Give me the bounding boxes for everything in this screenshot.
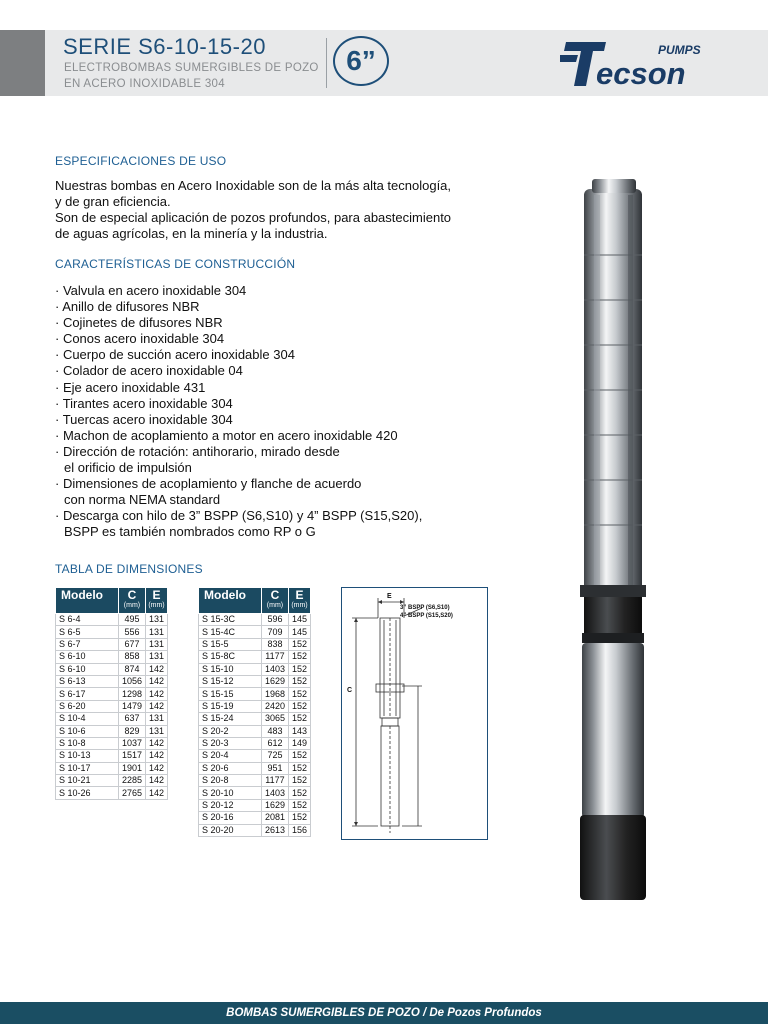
cell-modelo: S 20-12 (199, 799, 262, 811)
logo-pumps-text: PUMPS (658, 43, 701, 57)
table-row (56, 762, 168, 774)
motor-base (580, 815, 646, 900)
label-c: C (347, 687, 353, 694)
construccion-heading: CARACTERÍSTICAS DE CONSTRUCCIÓN (55, 257, 296, 271)
list-item: · Cuerpo de succión acero inoxidable 304 (55, 347, 295, 363)
col-c: C (mm) (118, 588, 145, 614)
pump-outline-drawing (342, 588, 486, 838)
cell-modelo: S 15-19 (199, 700, 262, 712)
uso-line: y de gran eficiencia. (55, 194, 171, 209)
list-item: · Cojinetes de difusores NBR (55, 315, 223, 331)
cell-c: 951 (261, 762, 288, 774)
table-row (56, 651, 168, 663)
table-row (199, 725, 311, 737)
tecson-logo (560, 40, 720, 90)
cell-e: 152 (288, 787, 310, 799)
cell-e: 149 (288, 737, 310, 749)
cell-modelo: S 15-3C (199, 614, 262, 626)
dimensions-table-right (198, 587, 311, 837)
label-e: E (387, 593, 392, 600)
cell-modelo: S 20-3 (199, 737, 262, 749)
cell-modelo: S 20-10 (199, 787, 262, 799)
table-row (56, 663, 168, 675)
list-item: · Tirantes acero inoxidable 304 (55, 395, 233, 411)
table-row (56, 750, 168, 762)
cell-e: 131 (145, 638, 167, 650)
cell-e: 152 (288, 675, 310, 687)
cell-e: 131 (145, 651, 167, 663)
subtitle-line-1: ELECTROBOMBAS SUMERGIBLES DE POZO (64, 62, 319, 74)
cell-c: 1479 (118, 700, 145, 712)
table-row (56, 737, 168, 749)
cell-e: 156 (288, 824, 310, 836)
cell-modelo: S 10-13 (56, 750, 119, 762)
list-item: · Tuercas acero inoxidable 304 (55, 411, 233, 427)
cell-modelo: S 10-8 (56, 737, 119, 749)
table-row (199, 614, 311, 626)
uso-line: Son de especial aplicación de pozos profundos, para abastecimiento (55, 210, 452, 225)
cell-modelo: S 15-10 (199, 663, 262, 675)
cell-e: 142 (145, 675, 167, 687)
cell-modelo: S 15-15 (199, 688, 262, 700)
uso-line: Nuestras bombas en Acero Inoxidable son de la más alta tecnología, (55, 178, 452, 193)
table-row (199, 638, 311, 650)
cell-e: 152 (288, 799, 310, 811)
cell-c: 1403 (261, 787, 288, 799)
cell-e: 152 (288, 663, 310, 675)
cell-c: 2613 (261, 824, 288, 836)
table-row (56, 775, 168, 787)
cell-modelo: S 6-10 (56, 663, 119, 675)
col-modelo: Modelo (56, 588, 119, 614)
cell-e: 142 (145, 787, 167, 799)
table-row (56, 787, 168, 799)
cell-e: 131 (145, 614, 167, 626)
series-title: SERIE S6-10-15-20 (63, 34, 266, 59)
cell-modelo: S 10-21 (56, 775, 119, 787)
cell-e: 143 (288, 725, 310, 737)
table-row (199, 651, 311, 663)
list-item: · Dirección de rotación: antihorario, mirado desde (55, 443, 340, 459)
cell-c: 3065 (261, 713, 288, 725)
cell-c: 1403 (261, 663, 288, 675)
cell-c: 2420 (261, 700, 288, 712)
table-row (56, 688, 168, 700)
cell-c: 677 (118, 638, 145, 650)
cell-e: 142 (145, 762, 167, 774)
cell-modelo: S 10-6 (56, 725, 119, 737)
footer-banner: BOMBAS SUMERGIBLES DE POZO / De Pozos Profundos (0, 1002, 768, 1024)
cell-modelo: S 15-5 (199, 638, 262, 650)
cell-c: 829 (118, 725, 145, 737)
cell-modelo: S 15-8C (199, 651, 262, 663)
cell-c: 1629 (261, 799, 288, 811)
cell-c: 637 (118, 713, 145, 725)
table-row (199, 812, 311, 824)
table-row (56, 700, 168, 712)
cell-e: 142 (145, 688, 167, 700)
table-row (56, 626, 168, 638)
cell-c: 858 (118, 651, 145, 663)
cell-e: 152 (288, 775, 310, 787)
cell-c: 596 (261, 614, 288, 626)
table-row (199, 700, 311, 712)
cell-c: 709 (261, 626, 288, 638)
cell-modelo: S 6-7 (56, 638, 119, 650)
cell-e: 142 (145, 737, 167, 749)
table-row (199, 799, 311, 811)
list-item: · Valvula en acero inoxidable 304 (55, 283, 247, 298)
table-row (199, 775, 311, 787)
uso-line: de aguas agrícolas, en la minería y la industria. (55, 226, 328, 241)
cell-modelo: S 6-10 (56, 651, 119, 663)
table-row (56, 638, 168, 650)
cell-modelo: S 20-2 (199, 725, 262, 737)
cell-e: 152 (288, 713, 310, 725)
cell-modelo: S 20-20 (199, 824, 262, 836)
cell-modelo: S 10-4 (56, 713, 119, 725)
list-item: · Machon de acoplamiento a motor en acero inoxidable 420 (55, 427, 398, 443)
suction-strainer (584, 597, 642, 633)
dimension-diagram (341, 587, 488, 840)
cell-modelo: S 6-17 (56, 688, 119, 700)
cell-c: 1298 (118, 688, 145, 700)
cell-c: 1968 (261, 688, 288, 700)
dimensions-table-left (55, 587, 168, 800)
cell-e: 145 (288, 614, 310, 626)
table-row (56, 725, 168, 737)
cell-c: 1056 (118, 675, 145, 687)
table-row (199, 713, 311, 725)
table-row (56, 675, 168, 687)
list-item: · Anillo de difusores NBR (55, 299, 200, 315)
table-row (199, 737, 311, 749)
table-row (199, 688, 311, 700)
pump-image (540, 175, 690, 910)
cell-e: 142 (145, 663, 167, 675)
list-item-continuation: BSPP es también nombrados como RP o G (64, 524, 316, 540)
cell-modelo: S 20-4 (199, 750, 262, 762)
cell-c: 2081 (261, 812, 288, 824)
bspp-note-2: 4” BSPP (S15,S20) (400, 613, 453, 619)
table-row (56, 713, 168, 725)
col-c: C (mm) (261, 588, 288, 614)
cell-c: 483 (261, 725, 288, 737)
cell-c: 2765 (118, 787, 145, 799)
cell-c: 725 (261, 750, 288, 762)
cell-modelo: S 15-4C (199, 626, 262, 638)
cell-c: 838 (261, 638, 288, 650)
cell-e: 131 (145, 713, 167, 725)
list-item: · Colador de acero inoxidable 04 (55, 363, 243, 379)
uso-paragraph (55, 178, 525, 242)
col-e: E (mm) (145, 588, 167, 614)
cell-c: 1901 (118, 762, 145, 774)
bspp-note-1: 3” BSPP (S6,S10) (400, 605, 450, 611)
cell-c: 556 (118, 626, 145, 638)
cell-modelo: S 6-20 (56, 700, 119, 712)
col-modelo: Modelo (199, 588, 262, 614)
subtitle-line-2: EN ACERO INOXIDABLE 304 (64, 78, 225, 90)
cell-modelo: S 6-5 (56, 626, 119, 638)
cell-modelo: S 6-13 (56, 675, 119, 687)
cell-e: 142 (145, 775, 167, 787)
cell-modelo: S 20-8 (199, 775, 262, 787)
cell-c: 2285 (118, 775, 145, 787)
cell-e: 152 (288, 812, 310, 824)
cell-c: 874 (118, 663, 145, 675)
cell-e: 152 (288, 762, 310, 774)
list-item-continuation: con norma NEMA standard (64, 492, 221, 508)
tabla-heading: TABLA DE DIMENSIONES (55, 562, 203, 576)
logo-brand-text: ecson (596, 56, 686, 90)
cell-modelo: S 15-24 (199, 713, 262, 725)
construccion-list (55, 283, 525, 541)
cell-e: 142 (145, 700, 167, 712)
pump-stage-column (584, 189, 642, 595)
table-row (199, 626, 311, 638)
cell-modelo: S 10-17 (56, 762, 119, 774)
cell-e: 142 (145, 750, 167, 762)
cell-c: 1177 (261, 775, 288, 787)
uso-heading: ESPECIFICACIONES DE USO (55, 154, 227, 168)
list-item-continuation: el orificio de impulsión (64, 460, 192, 476)
cell-modelo: S 6-4 (56, 614, 119, 626)
cell-e: 152 (288, 651, 310, 663)
cell-e: 152 (288, 638, 310, 650)
cell-e: 152 (288, 750, 310, 762)
table-row (199, 675, 311, 687)
cell-e: 131 (145, 626, 167, 638)
table-row (199, 663, 311, 675)
table-row (199, 762, 311, 774)
col-e: E (mm) (288, 588, 310, 614)
cell-c: 612 (261, 737, 288, 749)
header-accent-block (0, 30, 45, 96)
cell-c: 1517 (118, 750, 145, 762)
list-item: · Conos acero inoxidable 304 (55, 331, 225, 347)
cell-c: 1629 (261, 675, 288, 687)
cell-modelo: S 20-16 (199, 812, 262, 824)
cell-modelo: S 15-12 (199, 675, 262, 687)
table-row (199, 824, 311, 836)
table-row (199, 750, 311, 762)
list-item: · Eje acero inoxidable 431 (55, 379, 206, 395)
header-divider (326, 38, 327, 88)
cell-c: 1177 (261, 651, 288, 663)
cell-modelo: S 20-6 (199, 762, 262, 774)
cell-c: 495 (118, 614, 145, 626)
cell-c: 1037 (118, 737, 145, 749)
cell-modelo: S 10-26 (56, 787, 119, 799)
list-item: · Dimensiones de acoplamiento y flanche de acuerdo (55, 476, 362, 492)
table-row (56, 614, 168, 626)
cell-e: 145 (288, 626, 310, 638)
cell-e: 131 (145, 725, 167, 737)
list-item: · Descarga con hilo de 3” BSPP (S6,S10) y 4” BSPP (S15,S20), (55, 508, 423, 524)
cell-e: 152 (288, 688, 310, 700)
motor-body (582, 643, 644, 818)
table-row (199, 787, 311, 799)
size-badge: 6” (333, 36, 389, 86)
cell-e: 152 (288, 700, 310, 712)
